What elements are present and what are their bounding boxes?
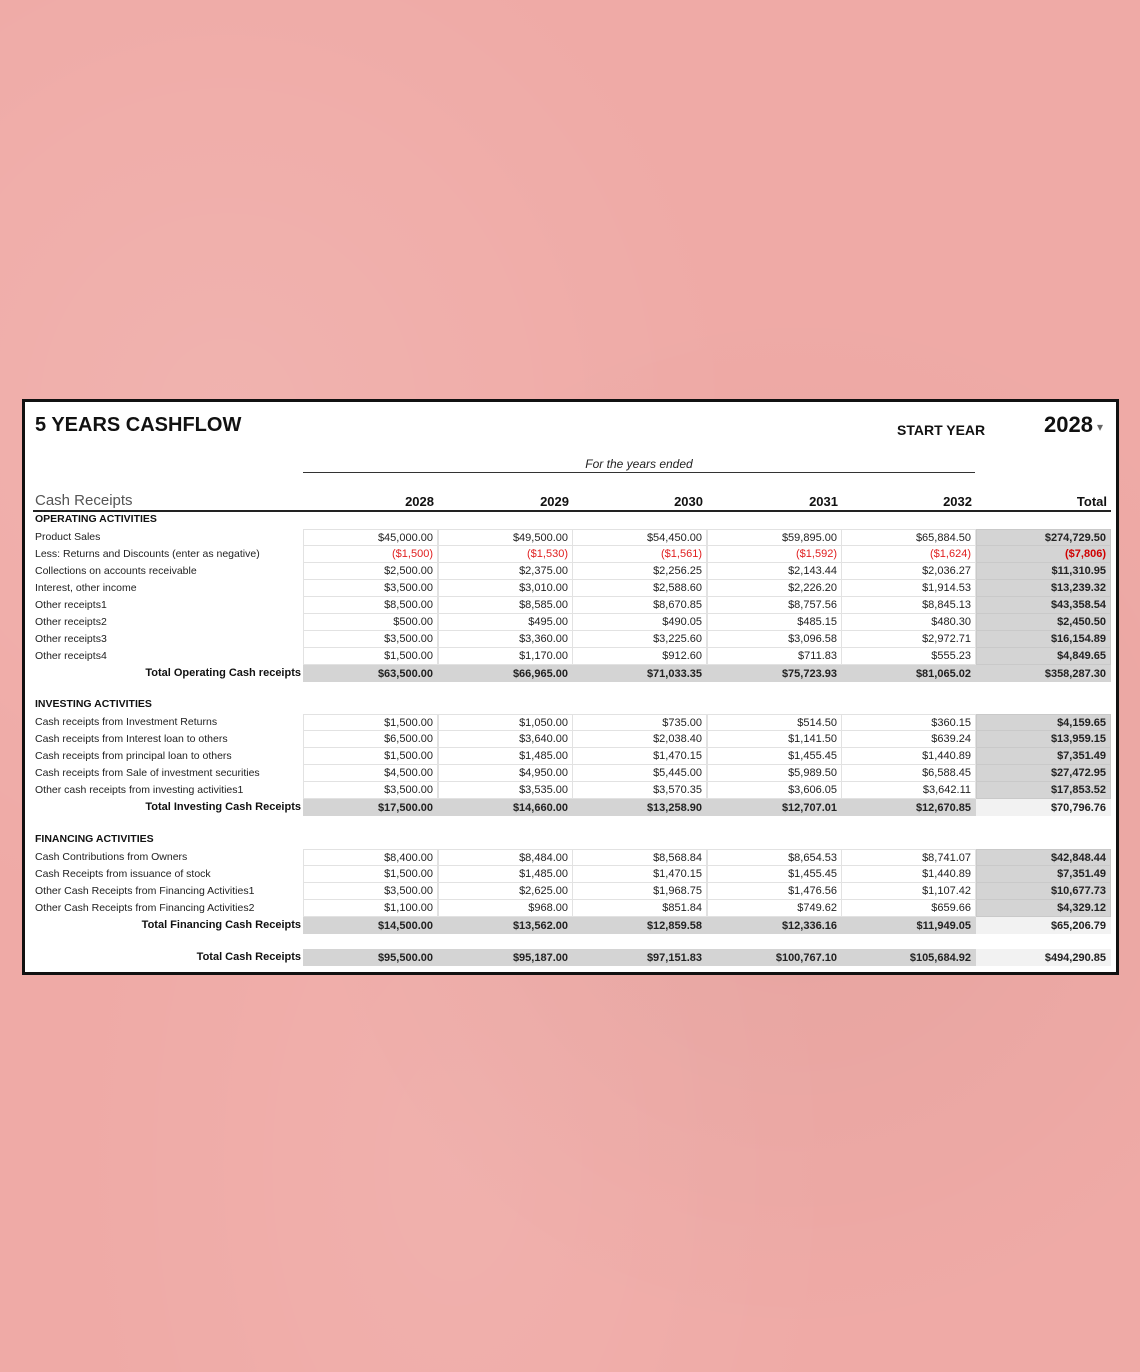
operating-total-cell: $358,287.30 [976, 665, 1111, 682]
value-cell[interactable]: $1,500.00 [303, 714, 438, 731]
row-total-cell[interactable]: $11,310.95 [976, 563, 1111, 580]
value-cell[interactable]: $659.66 [841, 900, 976, 917]
value-cell[interactable]: $59,895.00 [707, 529, 842, 546]
value-cell[interactable]: $851.84 [572, 900, 707, 917]
financing-heading: FINANCING ACTIVITIES [35, 833, 154, 845]
row-label: Less: Returns and Discounts (enter as negative) [35, 548, 260, 560]
row-total-cell[interactable]: $43,358.54 [976, 597, 1111, 614]
operating-total-cell: $63,500.00 [303, 665, 438, 682]
value-cell[interactable]: $1,440.89 [841, 748, 976, 765]
start-year-label: START YEAR [897, 422, 986, 438]
value-cell[interactable]: ($1,561) [572, 546, 707, 563]
value-cell[interactable]: $1,500.00 [303, 748, 438, 765]
value-cell[interactable]: $1,968.75 [572, 883, 707, 900]
grand-total-cell: $95,500.00 [303, 949, 438, 966]
value-cell[interactable]: $8,757.56 [707, 597, 842, 614]
value-cell[interactable]: $1,455.45 [707, 748, 842, 765]
value-cell[interactable]: $2,375.00 [438, 563, 573, 580]
years-ended-caption: For the years ended [585, 457, 693, 471]
row-total-cell[interactable]: ($7,806) [976, 546, 1111, 563]
value-cell[interactable]: $8,484.00 [438, 849, 573, 866]
value-cell[interactable]: $6,500.00 [303, 731, 438, 748]
grand-total-label: Total Cash Receipts [196, 951, 301, 963]
value-cell[interactable]: $8,500.00 [303, 597, 438, 614]
grand-total-cell: $97,151.83 [572, 949, 707, 966]
value-cell[interactable]: $2,143.44 [707, 563, 842, 580]
investing-total-cell: $12,670.85 [841, 799, 976, 816]
value-cell[interactable]: ($1,592) [707, 546, 842, 563]
column-header-2031: 2031 [809, 494, 838, 509]
operating-total-cell: $81,065.02 [841, 665, 976, 682]
row-label: Other receipts4 [35, 650, 107, 662]
investing-total-cell: $70,796.76 [976, 799, 1111, 816]
value-cell[interactable]: $912.60 [572, 648, 707, 665]
column-header-2030: 2030 [674, 494, 703, 509]
value-cell[interactable]: ($1,624) [841, 546, 976, 563]
row-label: Cash receipts from principal loan to others [35, 750, 232, 762]
financing-total-label: Total Financing Cash Receipts [141, 919, 301, 931]
value-cell[interactable]: $1,914.53 [841, 580, 976, 597]
value-cell[interactable]: $3,500.00 [303, 580, 438, 597]
value-cell[interactable]: $1,470.15 [572, 748, 707, 765]
operating-total-cell: $75,723.93 [707, 665, 842, 682]
value-cell[interactable]: $4,950.00 [438, 765, 573, 782]
row-total-cell[interactable]: $7,351.49 [976, 748, 1111, 765]
value-cell[interactable]: $5,989.50 [707, 765, 842, 782]
financing-total-cell: $12,859.58 [572, 917, 707, 934]
value-cell[interactable]: $8,568.84 [572, 849, 707, 866]
value-cell[interactable]: $1,485.00 [438, 866, 573, 883]
investing-total-label: Total Investing Cash Receipts [145, 801, 301, 813]
investing-total-cell: $12,707.01 [707, 799, 842, 816]
value-cell[interactable]: $1,500.00 [303, 648, 438, 665]
value-cell[interactable]: $3,570.35 [572, 782, 707, 799]
row-label: Cash receipts from Investment Returns [35, 716, 218, 728]
value-cell[interactable]: $3,500.00 [303, 782, 438, 799]
value-cell[interactable]: $2,036.27 [841, 563, 976, 580]
value-cell[interactable]: $3,010.00 [438, 580, 573, 597]
value-cell[interactable]: $735.00 [572, 714, 707, 731]
value-cell[interactable]: ($1,500) [303, 546, 438, 563]
section-title: Cash Receipts [35, 492, 133, 509]
value-cell[interactable]: $485.15 [707, 614, 842, 631]
header-rule [33, 510, 1111, 512]
row-label: Cash receipts from Interest loan to others [35, 733, 228, 745]
financing-total-cell: $65,206.79 [976, 917, 1111, 934]
value-cell[interactable]: $8,400.00 [303, 849, 438, 866]
row-label: Other receipts2 [35, 616, 107, 628]
value-cell[interactable]: $1,107.42 [841, 883, 976, 900]
row-total-cell[interactable]: $17,853.52 [976, 782, 1111, 799]
value-cell[interactable]: $54,450.00 [572, 529, 707, 546]
grand-total-cell: $494,290.85 [976, 949, 1111, 966]
grand-total-cell: $105,684.92 [841, 949, 976, 966]
value-cell[interactable]: $1,500.00 [303, 866, 438, 883]
value-cell[interactable]: $8,670.85 [572, 597, 707, 614]
row-label: Cash Receipts from issuance of stock [35, 868, 211, 880]
row-total-cell[interactable]: $274,729.50 [976, 529, 1111, 546]
value-cell[interactable]: $45,000.00 [303, 529, 438, 546]
financing-total-cell: $13,562.00 [438, 917, 573, 934]
value-cell[interactable]: $2,226.20 [707, 580, 842, 597]
operating-total-cell: $71,033.35 [572, 665, 707, 682]
column-header-2032: 2032 [943, 494, 972, 509]
value-cell[interactable]: $490.05 [572, 614, 707, 631]
investing-total-cell: $17,500.00 [303, 799, 438, 816]
grand-total-cell: $100,767.10 [707, 949, 842, 966]
value-cell[interactable]: $500.00 [303, 614, 438, 631]
investing-heading: INVESTING ACTIVITIES [35, 698, 152, 710]
row-total-cell[interactable]: $27,472.95 [976, 765, 1111, 782]
operating-total-label: Total Operating Cash receipts [145, 667, 301, 679]
value-cell[interactable]: $1,485.00 [438, 748, 573, 765]
cashflow-sheet [22, 399, 1119, 975]
row-label: Cash Contributions from Owners [35, 851, 188, 863]
value-cell[interactable]: $8,654.53 [707, 849, 842, 866]
operating-heading: OPERATING ACTIVITIES [35, 513, 157, 525]
value-cell[interactable]: $1,476.56 [707, 883, 842, 900]
row-total-cell[interactable]: $13,959.15 [976, 731, 1111, 748]
value-cell[interactable]: $3,096.58 [707, 631, 842, 648]
row-total-cell[interactable]: $42,848.44 [976, 849, 1111, 866]
value-cell[interactable]: $1,141.50 [707, 731, 842, 748]
value-cell[interactable]: $3,225.60 [572, 631, 707, 648]
value-cell[interactable]: $1,170.00 [438, 648, 573, 665]
value-cell[interactable]: $1,100.00 [303, 900, 438, 917]
value-cell[interactable]: $1,455.45 [707, 866, 842, 883]
value-cell[interactable]: $495.00 [438, 614, 573, 631]
row-label: Other receipts1 [35, 599, 107, 611]
row-label: Product Sales [35, 531, 101, 543]
value-cell[interactable]: $3,642.11 [841, 782, 976, 799]
financing-total-cell: $14,500.00 [303, 917, 438, 934]
value-cell[interactable]: $49,500.00 [438, 529, 573, 546]
value-cell[interactable]: $1,050.00 [438, 714, 573, 731]
sheet-title: 5 YEARS CASHFLOW [35, 414, 242, 436]
column-header-2029: 2029 [540, 494, 569, 509]
value-cell[interactable]: $65,884.50 [841, 529, 976, 546]
value-cell[interactable]: $8,741.07 [841, 849, 976, 866]
row-label: Other Cash Receipts from Financing Activities1 [35, 885, 255, 897]
value-cell[interactable]: $6,588.45 [841, 765, 976, 782]
row-total-cell[interactable]: $2,450.50 [976, 614, 1111, 631]
row-label: Interest, other income [35, 582, 137, 594]
value-cell[interactable]: $555.23 [841, 648, 976, 665]
value-cell[interactable]: $2,588.60 [572, 580, 707, 597]
value-cell[interactable]: $3,535.00 [438, 782, 573, 799]
financing-total-cell: $11,949.05 [841, 917, 976, 934]
value-cell[interactable]: $3,606.05 [707, 782, 842, 799]
value-cell[interactable]: $2,256.25 [572, 563, 707, 580]
years-ended-rule [303, 472, 975, 473]
row-label: Cash receipts from Sale of investment securities [35, 767, 260, 779]
value-cell[interactable]: $1,440.89 [841, 866, 976, 883]
column-header-2028: 2028 [405, 494, 434, 509]
value-cell[interactable]: $2,625.00 [438, 883, 573, 900]
row-total-cell[interactable]: $7,351.49 [976, 866, 1111, 883]
column-header-total: Total [1076, 494, 1107, 509]
grand-total-cell: $95,187.00 [438, 949, 573, 966]
value-cell[interactable]: $5,445.00 [572, 765, 707, 782]
financing-total-cell: $12,336.16 [707, 917, 842, 934]
chevron-down-icon[interactable]: ▾ [1097, 420, 1104, 434]
value-cell[interactable]: $8,585.00 [438, 597, 573, 614]
value-cell[interactable]: $4,500.00 [303, 765, 438, 782]
value-cell[interactable]: $2,972.71 [841, 631, 976, 648]
investing-total-cell: $13,258.90 [572, 799, 707, 816]
row-total-cell[interactable]: $10,677.73 [976, 883, 1111, 900]
value-cell[interactable]: $3,500.00 [303, 631, 438, 648]
value-cell[interactable]: ($1,530) [438, 546, 573, 563]
value-cell[interactable]: $1,470.15 [572, 866, 707, 883]
value-cell[interactable]: $711.83 [707, 648, 842, 665]
row-label: Other receipts3 [35, 633, 107, 645]
operating-total-cell: $66,965.00 [438, 665, 573, 682]
value-cell[interactable]: $3,360.00 [438, 631, 573, 648]
value-cell[interactable]: $514.50 [707, 714, 842, 731]
value-cell[interactable]: $639.24 [841, 731, 976, 748]
start-year-dropdown[interactable]: 2028 [1044, 412, 1093, 437]
row-total-cell[interactable]: $4,849.65 [976, 648, 1111, 665]
row-total-cell[interactable]: $4,159.65 [976, 714, 1111, 731]
value-cell[interactable]: $360.15 [841, 714, 976, 731]
row-total-cell[interactable]: $16,154.89 [976, 631, 1111, 648]
investing-total-cell: $14,660.00 [438, 799, 573, 816]
value-cell[interactable]: $480.30 [841, 614, 976, 631]
row-label: Other Cash Receipts from Financing Activities2 [35, 902, 255, 914]
value-cell[interactable]: $2,500.00 [303, 563, 438, 580]
row-total-cell[interactable]: $4,329.12 [976, 900, 1111, 917]
row-label: Collections on accounts receivable [35, 565, 197, 577]
value-cell[interactable]: $8,845.13 [841, 597, 976, 614]
value-cell[interactable]: $3,500.00 [303, 883, 438, 900]
row-label: Other cash receipts from investing activities1 [35, 784, 244, 796]
value-cell[interactable]: $968.00 [438, 900, 573, 917]
row-total-cell[interactable]: $13,239.32 [976, 580, 1111, 597]
value-cell[interactable]: $3,640.00 [438, 731, 573, 748]
value-cell[interactable]: $749.62 [707, 900, 842, 917]
value-cell[interactable]: $2,038.40 [572, 731, 707, 748]
